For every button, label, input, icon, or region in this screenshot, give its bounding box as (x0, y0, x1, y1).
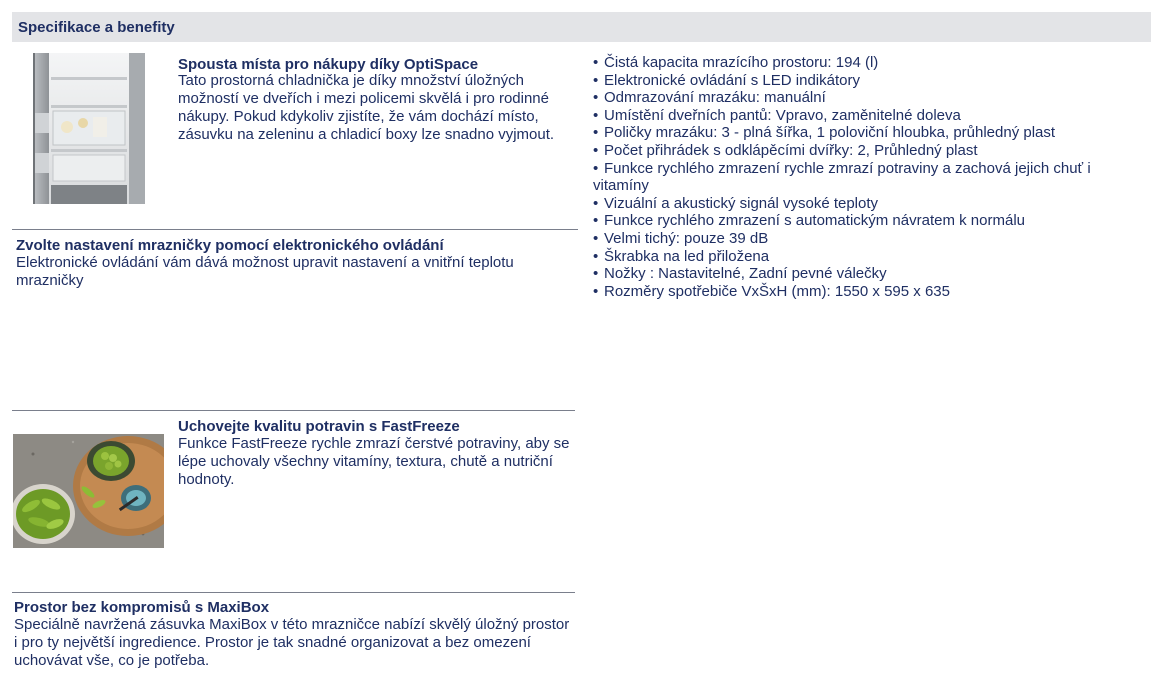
bullet-icon: • (593, 265, 599, 283)
section-header (12, 12, 1151, 42)
divider (12, 229, 578, 230)
bullet-icon: • (593, 282, 599, 300)
spec-item (593, 72, 1138, 90)
feature-heading-maxibox: Prostor bez kompromisů s MaxiBox (14, 599, 270, 616)
bullet-icon: • (593, 194, 599, 212)
feature-text-optispace: Tato prostorná chladnička je díky množství úložných možností ve dveřích i mezi policemi skvělá i pro rodinné nákupy. Pokud kdykoliv zjistíte, že vám dochází místo, zásuvku na zeleninu a chladicí boxy lze snadno vyjmout. (178, 72, 555, 143)
bullet-icon: • (593, 247, 599, 265)
bullet-icon: • (593, 89, 599, 107)
spec-item (593, 248, 1138, 266)
spec-text: Umístění dveřních pantů: Vpravo, zaměnitelné doleva (604, 106, 961, 124)
spec-item (593, 212, 1138, 230)
spec-item (593, 265, 1138, 283)
bullet-icon: • (593, 124, 599, 142)
bullet-icon: • (593, 159, 599, 177)
spec-item (593, 142, 1138, 160)
feature-heading-optispace: Spousta místa pro nákupy díky OptiSpace (178, 56, 479, 73)
fridge-illustration (33, 53, 145, 204)
spec-text: Velmi tichý: pouze 39 dB (604, 229, 769, 247)
spec-text: Čistá kapacita mrazícího prostoru: 194 (l) (604, 54, 879, 71)
feature-text-maxibox: Speciálně navržená zásuvka MaxiBox v této mrazničce nabízí skvělý úložný prostor i pro ty největší ingredience. Prostor je tak snadné organizovat a bez omezení uchovávat vše, co je potřeba. (14, 616, 570, 669)
feature-heading-fastfreeze: Uchovejte kvalitu potravin s FastFreeze (178, 418, 460, 435)
bullet-icon: • (593, 106, 599, 124)
spec-item (593, 54, 1138, 72)
bullet-icon: • (593, 141, 599, 159)
spec-item (593, 89, 1138, 107)
food-illustration (13, 434, 164, 548)
spec-text: Elektronické ovládání s LED indikátory (604, 71, 860, 89)
bullet-icon: • (593, 212, 599, 230)
bullet-icon: • (593, 71, 599, 89)
spec-item (593, 195, 1138, 213)
fridge-interior-image (33, 53, 145, 204)
spec-item (593, 230, 1138, 248)
spec-text: Odmrazování mrazáku: manuální (604, 89, 826, 107)
spec-text: Funkce rychlého zmrazení rychle zmrazí potraviny a zachová jejich chuť i vitamíny (593, 159, 1091, 195)
specification-list (593, 54, 1138, 300)
section-title: Specifikace a benefity (18, 19, 175, 36)
feature-text-fastfreeze: Funkce FastFreeze rychle zmrazí čerstvé potraviny, aby se lépe uchovaly všechny vitamíny, textura, chutě a nutriční hodnoty. (178, 435, 570, 488)
spec-item (593, 124, 1138, 142)
bullet-icon: • (593, 229, 599, 247)
bullet-icon: • (593, 54, 599, 71)
feature-text-electronic-control: Elektronické ovládání vám dává možnost upravit nastavení a vnitřní teplotu mrazničky (16, 254, 514, 289)
spec-item (593, 160, 1138, 195)
spec-item (593, 283, 1138, 301)
fastfreeze-food-image (13, 434, 164, 548)
divider (12, 592, 575, 593)
spec-item (593, 107, 1138, 125)
divider (12, 410, 575, 411)
feature-heading-electronic-control: Zvolte nastavení mrazničky pomocí elektronického ovládání (16, 237, 444, 254)
spec-text: Poličky mrazáku: 3 - plná šířka, 1 poloviční hloubka, průhledný plast (604, 124, 1056, 142)
spec-text: Nožky : Nastavitelné, Zadní pevné válečky (604, 265, 887, 283)
spec-text: Funkce rychlého zmrazení s automatickým návratem k normálu (604, 212, 1025, 230)
spec-text: Vizuální a akustický signál vysoké teploty (604, 194, 879, 212)
spec-text: Rozměry spotřebiče VxŠxH (mm): 1550 x 595 x 635 (604, 282, 950, 300)
spec-text: Škrabka na led přiložena (604, 247, 770, 265)
spec-text: Počet přihrádek s odklápěcími dvířky: 2, Průhledný plast (604, 141, 978, 159)
